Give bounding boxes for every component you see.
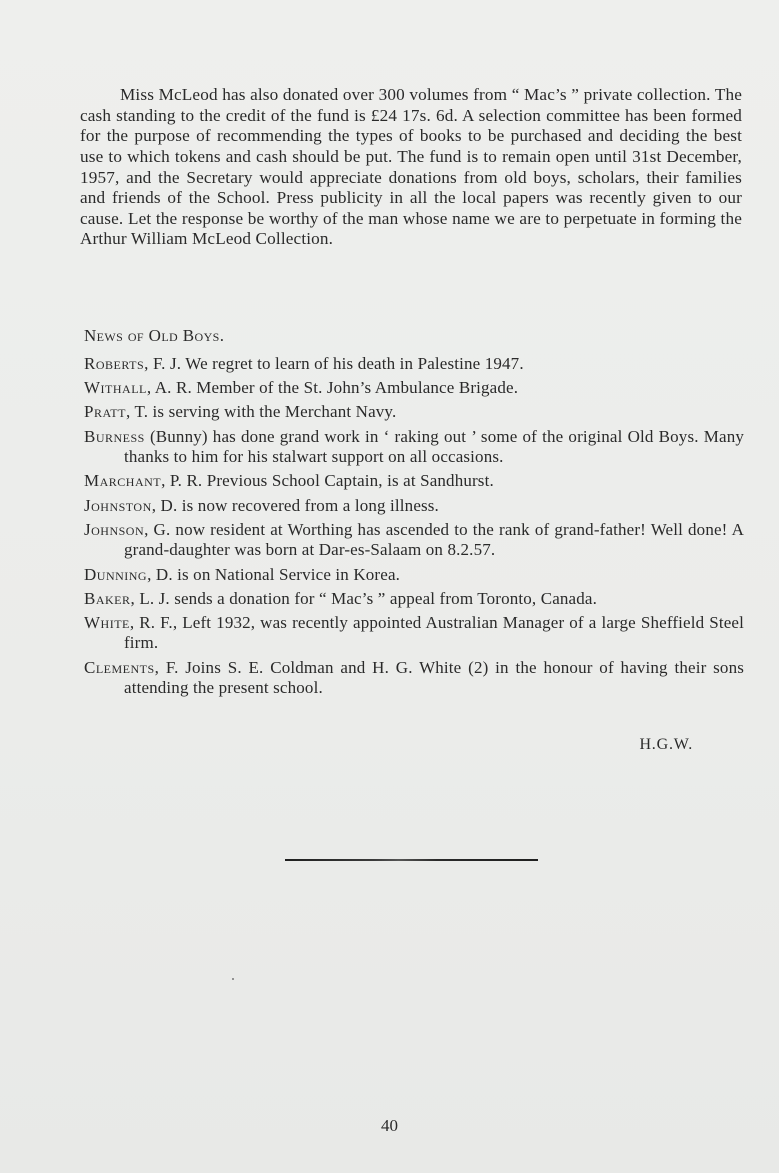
news-entry	[84, 565, 744, 586]
news-entry-text: , L. J. sends a donation for “ Mac’s ” appeal from Toronto, Canada.	[130, 588, 597, 608]
section-heading: News of Old Boys.	[84, 326, 225, 345]
news-entry	[84, 471, 744, 492]
news-entry-surname: Johnston	[84, 495, 152, 515]
news-entry-text: , R. F., Left 1932, was recently appointed Australian Manager of a large Sheffield Steel firm.	[124, 612, 744, 653]
news-entry-surname: Burness	[84, 426, 145, 446]
news-entry-text: , F. Joins S. E. Coldman and H. G. White (2) in the honour of having their sons attending the present school.	[124, 657, 744, 698]
news-entry	[84, 613, 744, 654]
news-entry-surname: Dunning	[84, 564, 148, 584]
news-entry	[84, 496, 744, 517]
news-entry-surname: Roberts	[84, 354, 145, 373]
page-number: 40	[381, 1116, 398, 1135]
news-list	[84, 354, 744, 702]
news-entry-surname: Pratt	[84, 402, 126, 422]
section-divider	[285, 859, 538, 861]
news-entry-surname: Johnson	[84, 519, 145, 539]
news-entry	[84, 378, 744, 399]
news-entry	[84, 354, 744, 375]
news-entry-surname: Marchant	[84, 471, 162, 491]
news-entry-text: (Bunny) has done grand work in ‘ raking out ’ some of the original Old Boys. Many thanks to him for his stalwart support on all occasions.	[124, 426, 744, 467]
news-entry-surname: Withall	[84, 378, 147, 398]
news-entry-text: , F. J. We regret to learn of his death in Palestine 1947.	[144, 354, 524, 373]
news-entry-text: , G. now resident at Worthing has ascended to the rank of grand-father! Well done! A grand-daughter was born at Dar-es-Salaam on 8.2.57.	[124, 519, 744, 560]
news-entry-text: , P. R. Previous School Captain, is at Sandhurst.	[161, 471, 494, 491]
news-entry	[84, 427, 744, 468]
news-entry	[84, 589, 744, 610]
news-entry-text: , T. is serving with the Merchant Navy.	[125, 402, 397, 422]
news-entry	[84, 520, 744, 561]
news-entry	[84, 402, 744, 423]
author-initials: H.G.W.	[639, 736, 693, 753]
news-entry-surname: White	[84, 612, 130, 632]
news-entry-surname: Baker	[84, 588, 131, 608]
fund-paragraph: Miss McLeod has also donated over 300 volumes from “ Mac’s ” private collection. The cash standing to the credit of the fund is £24 17s. 6d. A selection committee has been formed for the purpose of recommending the types of books to be purchased and deciding the best use to which tokens and cash should be put. The fund is to remain open until 31st December, 1957, and the Secretary would appreciate donations from old boys, scholars, their families and friends of the School. Press publicity in all the local papers was recently given to our cause. Let the response be worthy of the man whose name we are to perpetuate in forming the Arthur William McLeod Collection.	[80, 85, 742, 249]
paper-speck	[232, 978, 234, 980]
news-entry-text: , D. is now recovered from a long illness.	[151, 495, 439, 515]
news-entry	[84, 658, 744, 699]
news-entry-text: , D. is on National Service in Korea.	[147, 564, 401, 584]
news-entry-text: , A. R. Member of the St. John’s Ambulance Brigade.	[146, 378, 519, 398]
news-entry-surname: Clements	[84, 657, 155, 677]
